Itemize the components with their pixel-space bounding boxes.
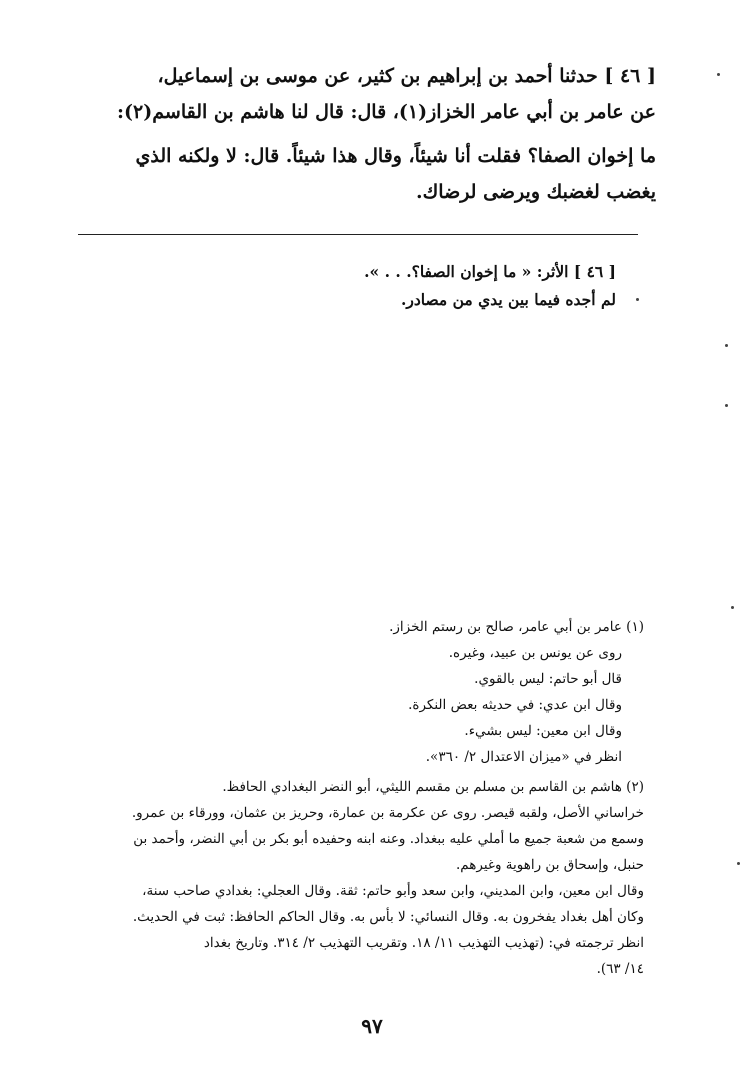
- footnote-heading: (٢) هاشم بن القاسم بن مسلم بن مقسم الليثي، أبو النضر البغدادي الحافظ.: [222, 779, 644, 795]
- footnote-line: انظر في «ميزان الاعتدال ٢/ ٣٦٠».: [425, 749, 622, 765]
- scan-speck: [717, 73, 720, 76]
- hadith-text: [56, 58, 656, 210]
- footnote-line: وسمع من شعبة جميع ما أملي عليه ببغداد. وعنه ابنه وحفيده أبو بكر بن أبي النضر، وأحمد بن: [133, 831, 644, 847]
- page-number: ٩٧: [361, 1014, 383, 1038]
- takhrij-line: [ ٤٦ ] الأثر: « ما إخوان الصفا؟. . . ».: [364, 262, 616, 281]
- footnote-line: حنبل، وإسحاق بن راهوية وغيرهم.: [455, 857, 644, 873]
- footnote-line: روى عن يونس بن عبيد، وغيره.: [448, 645, 622, 661]
- footnote-line: وقال ابن عدي: في حديثه بعض النكرة.: [408, 697, 622, 713]
- scan-speck: [725, 344, 728, 347]
- separator-rule: [78, 234, 638, 235]
- takhrij-note: [116, 258, 616, 314]
- footnote-line: وكان أهل بغداد يفخرون به. وقال النسائي: لا بأس به. وقال الحاكم الحافظ: ثبت في الحديث.: [132, 909, 644, 925]
- footnote-line: وقال ابن معين: ليس بشيء.: [464, 723, 622, 739]
- takhrij-line: لم أجده فيما بين يدي من مصادر.: [400, 290, 616, 309]
- footnote-1: [44, 614, 644, 770]
- footnote-line: قال أبو حاتم: ليس بالقوي.: [474, 671, 622, 687]
- hadith-line: عن عامر بن أبي عامر الخزاز(١)، قال: قال لنا هاشم بن القاسم(٢):: [117, 101, 656, 123]
- footnote-line: خراساني الأصل، ولقبه قيصر. روى عن عكرمة بن عمارة، وحريز بن عثمان، وورقاء بن عمرو.: [131, 805, 644, 821]
- footnote-line: وقال ابن معين، وابن المديني، وابن سعد وأبو حاتم: ثقة. وقال العجلي: بغدادي صاحب سنة،: [142, 883, 644, 899]
- hadith-line: يغضب لغضبك ويرضى لرضاك.: [416, 181, 656, 203]
- hadith-line: ما إخوان الصفا؟ فقلت أنا شيئاً، وقال هذا شيئاً. قال: لا ولكنه الذي: [135, 145, 656, 167]
- scan-speck: [725, 404, 728, 407]
- scan-speck: [731, 606, 734, 609]
- footnote-line: ١٤/ ٦٣).: [596, 961, 644, 977]
- scan-speck: [636, 298, 639, 301]
- footnote-line: انظر ترجمته في: (تهذيب التهذيب ١١/ ١٨. وتقريب التهذيب ٢/ ٣١٤. وتاريخ بغداد: [203, 935, 644, 951]
- footnote-2: [44, 774, 644, 982]
- footnote-heading: (١) عامر بن أبي عامر، صالح بن رستم الخزاز.: [389, 619, 644, 635]
- scan-speck: [737, 862, 740, 865]
- hadith-line: [ ٤٦ ] حدثنا أحمد بن إبراهيم بن كثير، عن موسى بن إسماعيل،: [157, 65, 656, 87]
